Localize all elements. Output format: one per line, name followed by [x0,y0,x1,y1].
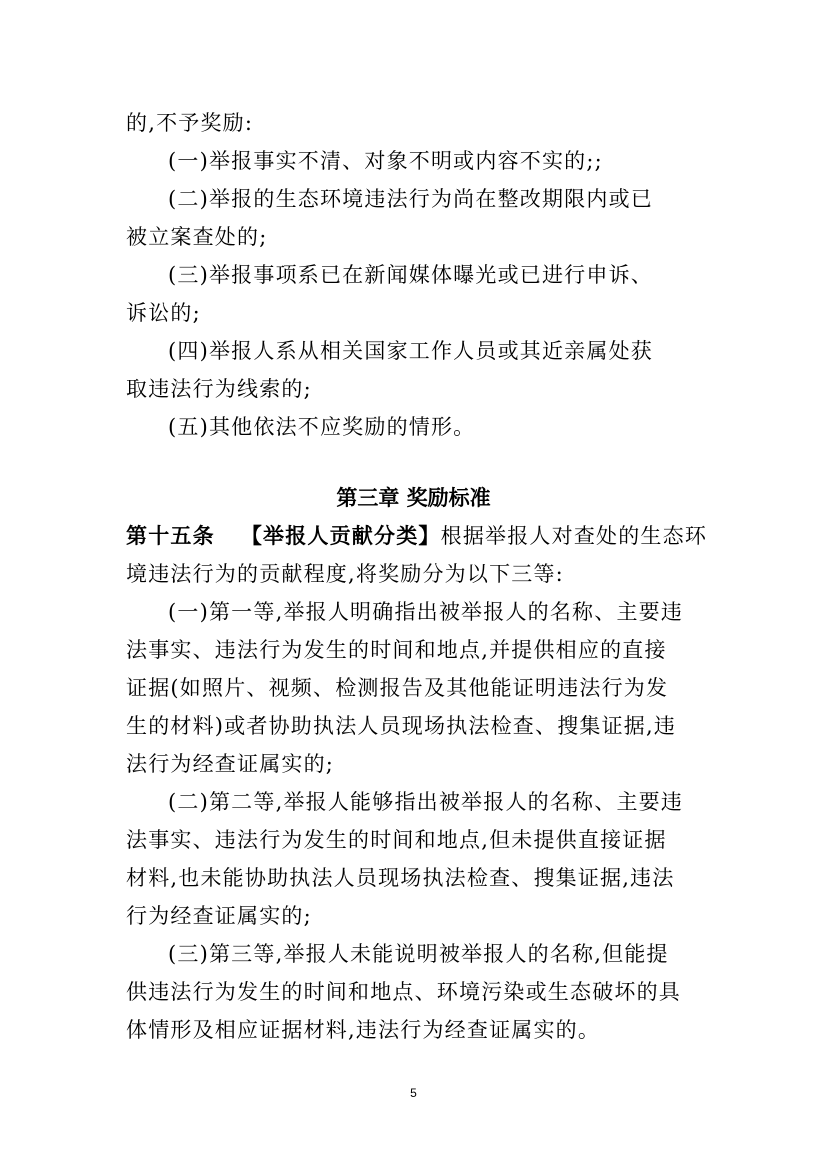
text-line: 证据(如照片、视频、检测报告及其他能证明违法行为发 [126,676,669,700]
text-line: (二)举报的生态环境违法行为尚在整改期限内或已 [168,187,653,211]
text-line: 生的材料)或者协助执法人员现场执法检查、搜集证据,违 [126,714,677,738]
text-line: 材料,也未能协助执法人员现场执法检查、搜集证据,违法 [126,866,675,890]
text-line: (四)举报人系从相关国家工作人员或其近亲属处获 [168,339,653,363]
text-line: (三)举报事项系已在新闻媒体曝光或已进行申诉、 [168,263,653,287]
text-line: 行为经查证属实的; [126,904,312,928]
text-line: (二)第二等,举报人能够指出被举报人的名称、主要违 [168,790,684,814]
text-line: 法事实、违法行为发生的时间和地点,但未提供直接证据 [126,828,667,852]
text-line: 体情形及相应证据材料,违法行为经查证属实的。 [126,1018,601,1042]
article-number: 第十五条 [126,524,215,548]
text-line: (五)其他依法不应奖励的情形。 [168,415,476,439]
text-line: (一)第一等,举报人明确指出被举报人的名称、主要违 [168,600,684,624]
text-line: (三)第三等,举报人未能说明被举报人的名称,但能提 [168,942,669,966]
text-line: 供违法行为发生的时间和地点、环境污染或生态破坏的具 [126,980,681,1004]
article-heading: 【举报人贡献分类】 [240,524,441,548]
article-first-line [126,522,707,550]
text-line: 诉讼的; [126,301,201,325]
text-line: 的,不予奖励: [126,111,254,135]
article-text: 根据举报人对查处的生态环 [440,524,708,548]
text-line: 取违法行为线索的; [126,377,312,401]
page-number: 5 [410,1086,417,1100]
chapter-title: 第三章 奖励标准 [336,486,491,510]
text-line: 境违法行为的贡献程度,将奖励分为以下三等: [126,562,564,586]
text-line: 法行为经查证属实的; [126,752,335,776]
text-line: (一)举报事实不清、对象不明或内容不实的;; [168,149,603,173]
text-line: 法事实、违法行为发生的时间和地点,并提供相应的直接 [126,638,667,662]
text-line: 被立案查处的; [126,225,268,249]
